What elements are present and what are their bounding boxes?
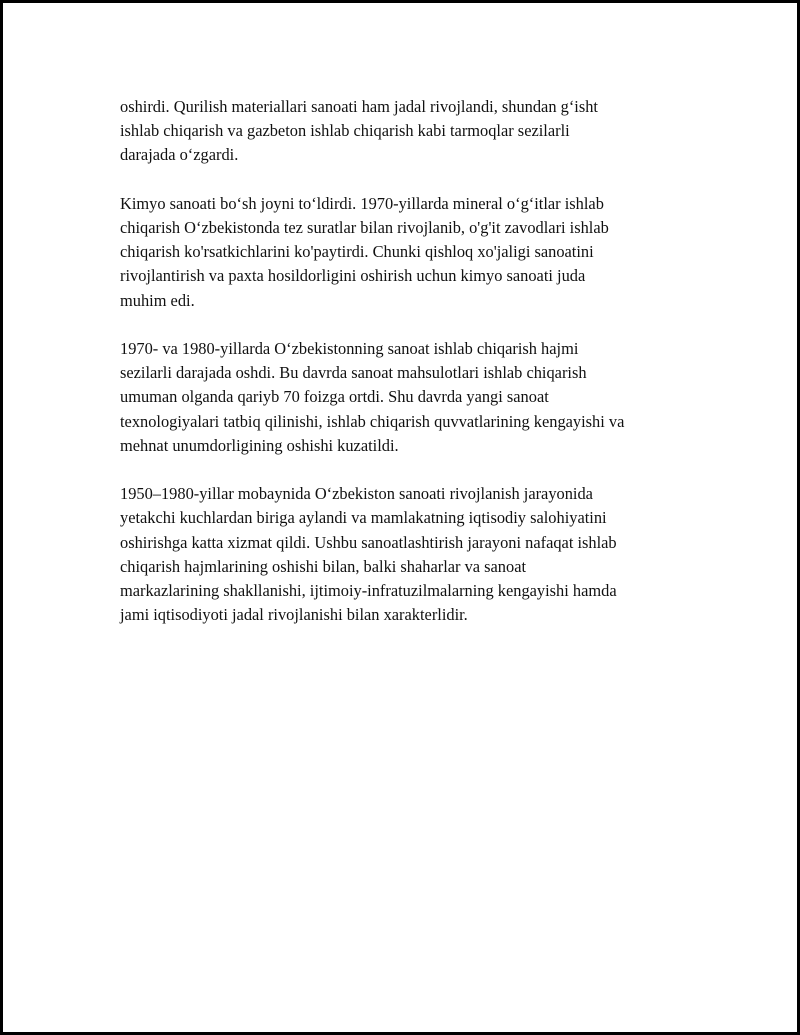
paragraph-chemical-industry: Kimyo sanoati bo‘sh joyni to‘ldirdi. 1970-yillarda mineral o‘g‘itlar ishlab chiqarish O‘zbekistonda tez suratlar bilan rivojlanib, o'g'it zavodlari ishlab chiqarish ko'rsatkichlarini ko'paytirdi. Chunki qishloq xo'jaligi sanoatini rivojlantirish va paxta hosildorligini oshirish uchun kimyo sanoati juda muhim edi. [120,193,609,310]
paragraph-construction-materials: oshirdi. Qurilish materiallari sanoati ham jadal rivojlandi, shundan g‘isht ishlab chiqarish va gazbeton ishlab chiqarish kabi tarmoqlar sezilarli darajada o‘zgardi. [120,97,598,165]
paragraph-industrialization-summary: 1950–1980-yillar mobaynida O‘zbekiston sanoati rivojlanish jarayonida yetakchi kuchlardan biriga aylandi va mamlakatning iqtisodiy salohiyatini oshirishga katta xizmat qildi. Ushbu sanoatlashtirish jarayoni nafaqat ishlab chiqarish hajmlarining oshishi bilan, balki shaharlar va sanoat markazlarining shakllanishi, ijtimoiy-infratuzilmalarning kengayishi hamda jami iqtisodiyoti jadal rivojlanishi bilan xarakterlidir. [120,484,617,625]
document-body [120,95,695,652]
paragraph-industrial-growth: 1970- va 1980-yillarda O‘zbekistonning sanoat ishlab chiqarish hajmi sezilarli darajada oshdi. Bu davrda sanoat mahsulotlari ishlab chiqarish umuman olganda qariyb 70 foizga ortdi. Shu davrda yangi sanoat texnologiyalari tatbiq qilinishi, ishlab chiqarish quvvatlarining kengayishi va mehnat unumdorligining oshishi kuzatildi. [120,339,625,455]
